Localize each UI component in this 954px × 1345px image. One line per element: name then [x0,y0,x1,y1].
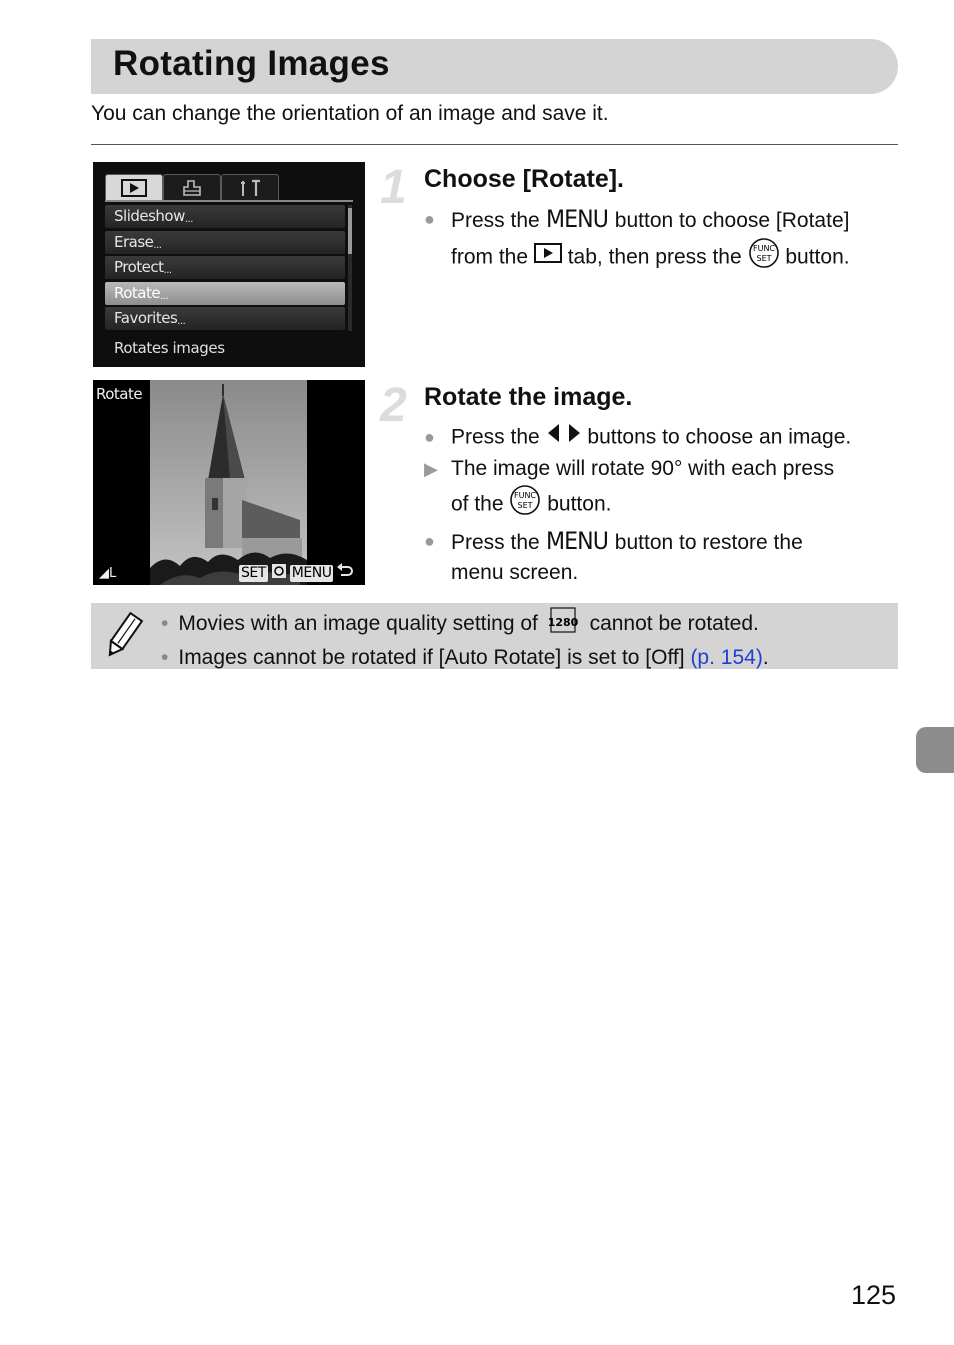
menu-item-favorites: Favorites... [105,307,345,330]
scroll-thumb [348,208,352,254]
return-arrow-icon [336,563,354,584]
menu-list [105,205,345,333]
image-quality-icon: ◢L [99,566,117,581]
pencil-note-icon [103,611,143,666]
set-label: SET [241,564,266,581]
chapter-side-tab [916,727,954,773]
note-box [91,603,898,669]
step2-line3: of the FUNC SET button. [424,484,904,526]
intro-text: You can change the orientation of an image and save it. [91,102,609,125]
result-arrow-icon: ▶ [424,458,438,479]
svg-text:1280: 1280 [547,616,579,629]
step1-body [424,204,904,278]
menu-item-protect: Protect... [105,256,345,279]
left-right-arrows-icon [546,422,582,454]
menu-item-slideshow: Slideshow... [105,205,345,228]
step1-title: Choose [Rotate]. [424,165,624,193]
step1-line2: from the tab, then press the FUNC SET button. [424,237,904,279]
menu-item-erase: Erase... [105,231,345,254]
camera-menu-screenshot [93,162,365,367]
note-item-1: • Movies with an image quality setting of 1280 cannot be rotated. [161,607,769,642]
bullet-icon: ● [424,209,435,229]
step2-line5: menu screen. [451,561,579,584]
rotate-screen-title: Rotate [96,385,143,403]
title-bar [91,39,898,94]
camera-rotate-screenshot [93,380,365,585]
tab-underline [105,200,353,202]
play-tab-icon [534,242,562,274]
func-set-icon [509,484,541,526]
svg-text:SET: SET [517,501,533,510]
page-reference-link[interactable]: (p. 154) [690,646,763,669]
step2-line1: ● Press the buttons to choose an image. [424,422,904,454]
bullet-icon: ● [424,530,435,551]
page-number: 125 [851,1280,897,1310]
church-photo [150,380,307,585]
svg-text:FUNC: FUNC [514,491,537,500]
screen-button-guide [239,564,354,582]
step-number-2: 2 [380,379,407,432]
movie-1280-icon [547,607,579,642]
menu-label: MENU [291,564,332,581]
page-title: Rotating Images [113,44,390,83]
step2-title: Rotate the image. [424,383,633,411]
settings-tab-icon [221,174,279,200]
menu-tabs [105,174,281,200]
note-list [161,607,769,673]
menu-help-text: Rotates images [114,339,225,357]
svg-text:FUNC: FUNC [752,243,775,253]
play-tab-icon [105,174,163,200]
print-tab-icon [163,174,221,200]
func-set-icon [748,237,780,279]
menu-item-rotate: Rotate... [105,282,345,305]
menu-button-icon: MENU [545,526,608,555]
step1-line1: ● Press the MENU button to choose [Rotate] [424,205,850,233]
menu-button-icon: MENU [545,205,608,233]
svg-text:SET: SET [756,253,772,263]
step2-line4: ● Press the MENU button to restore the [424,526,803,555]
divider [91,144,898,145]
step2-line2: ▶ The image will rotate 90° with each press [424,454,904,485]
note-item-2: • Images cannot be rotated if [Auto Rotate] is set to [Off] (p. 154). [161,646,769,669]
rotate-icon [271,563,287,584]
step-number-1: 1 [380,161,407,214]
step2-body [424,422,904,589]
bullet-icon: ● [424,427,435,447]
